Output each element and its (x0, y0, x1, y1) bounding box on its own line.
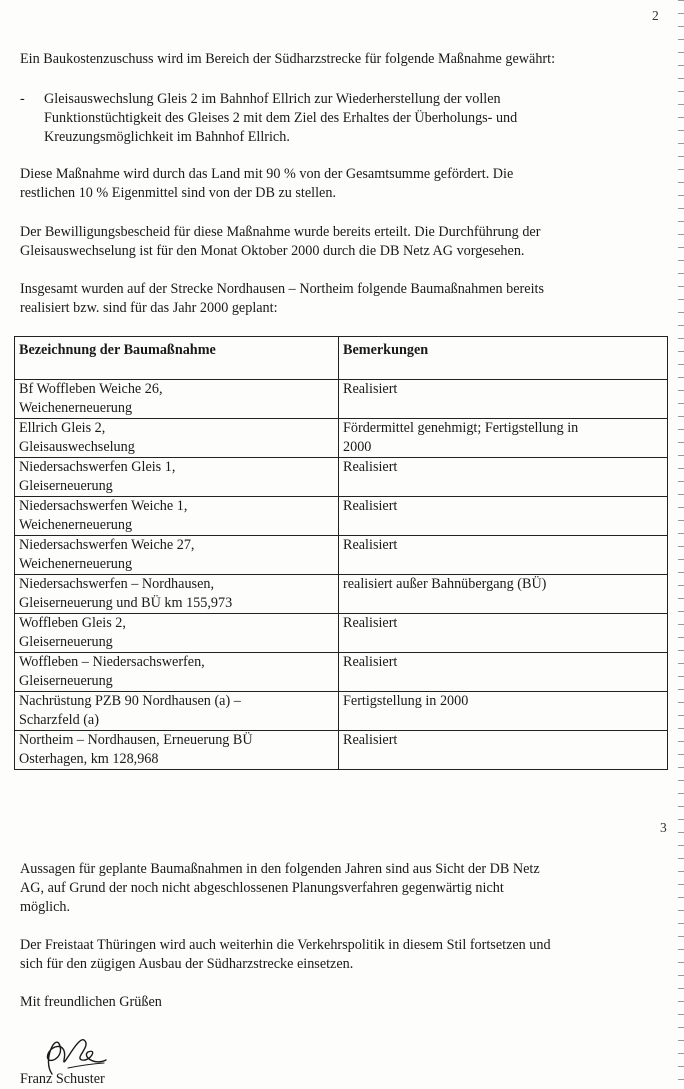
measure-cell (15, 692, 339, 731)
page-number-2: 2 (652, 8, 659, 23)
measure-cell (15, 614, 339, 653)
measure-line: Bf Woffleben Weiche 26, (19, 381, 163, 397)
paragraph-line: Aussagen für geplante Baumaßnahmen in den folgenden Jahren sind aus Sicht der DB Netz (20, 861, 540, 877)
table-header-row (15, 337, 668, 380)
remarks-line: 2000 (343, 439, 372, 455)
paragraph-line: sich für den zügigen Ausbau der Südharzstrecke einsetzen. (20, 956, 354, 972)
measure-line: Ellrich Gleis 2, (19, 420, 106, 436)
overall-paragraph (20, 280, 656, 318)
signer-name: Franz Schuster (20, 1071, 105, 1087)
measure-line: Niedersachswerfen Gleis 1, (19, 459, 176, 475)
bullet-line: Kreuzungsmöglichkeit im Bahnhof Ellrich. (44, 129, 290, 145)
remarks-cell (339, 536, 668, 575)
table-row (15, 731, 668, 770)
table-row (15, 458, 668, 497)
remarks-line: realisiert außer Bahnübergang (BÜ) (343, 576, 547, 592)
measure-line: Osterhagen, km 128,968 (19, 751, 159, 767)
measure-line: Woffleben Gleis 2, (19, 615, 126, 631)
page-number-3: 3 (660, 820, 667, 835)
measure-cell (15, 419, 339, 458)
measure-line: Gleiserneuerung und BÜ km 155,973 (19, 595, 233, 611)
paragraph-line: Der Freistaat Thüringen wird auch weiterhin die Verkehrspolitik in diesem Stil fortsetzen und (20, 937, 551, 953)
measure-line: Gleiserneuerung (19, 673, 113, 689)
remarks-line: Realisiert (343, 654, 398, 670)
measure-line: Niedersachswerfen Weiche 27, (19, 537, 195, 553)
measure-cell (15, 731, 339, 770)
remarks-cell (339, 380, 668, 419)
remarks-line: Realisiert (343, 381, 398, 397)
thuringia-paragraph (20, 936, 656, 974)
table-row (15, 419, 668, 458)
table-row (15, 653, 668, 692)
future-paragraph (20, 860, 656, 917)
measure-line: Woffleben – Niedersachswerfen, (19, 654, 205, 670)
measure-line: Weichenerneuerung (19, 556, 133, 572)
remarks-cell (339, 419, 668, 458)
remarks-line: Fertigstellung in 2000 (343, 693, 469, 709)
measure-line: Northeim – Nordhausen, Erneuerung BÜ (19, 732, 253, 748)
measures-table (14, 336, 668, 770)
measure-line: Niedersachswerfen – Nordhausen, (19, 576, 215, 592)
measure-cell (15, 575, 339, 614)
table-row (15, 497, 668, 536)
scan-edge-marks (678, 0, 684, 1087)
measure-line: Weichenerneuerung (19, 400, 133, 416)
table-row (15, 575, 668, 614)
remarks-line: Realisiert (343, 732, 398, 748)
remarks-line: Realisiert (343, 615, 398, 631)
table-row (15, 692, 668, 731)
paragraph-line: Diese Maßnahme wird durch das Land mit 90 % von der Gesamtsumme gefördert. Die (20, 166, 514, 182)
remarks-line: Realisiert (343, 498, 398, 514)
table-row (15, 536, 668, 575)
remarks-cell (339, 692, 668, 731)
paragraph-line: AG, auf Grund der noch nicht abgeschlossenen Planungsverfahren gegenwärtig nicht (20, 880, 504, 896)
closing-salutation: Mit freundlichen Grüßen (20, 994, 162, 1010)
measure-cell (15, 653, 339, 692)
measure-line: Nachrüstung PZB 90 Nordhausen (a) – (19, 693, 241, 709)
remarks-cell (339, 731, 668, 770)
paragraph-line: Der Bewilligungsbescheid für diese Maßnahme wurde bereits erteilt. Die Durchführung der (20, 224, 541, 240)
column-header-remarks: Bemerkungen (339, 337, 668, 380)
intro-text: Ein Baukostenzuschuss wird im Bereich der Südharzstrecke für folgende Maßnahme gewährt: (20, 51, 556, 67)
measure-line: Scharzfeld (a) (19, 712, 99, 728)
remarks-cell (339, 653, 668, 692)
remarks-line: Realisiert (343, 537, 398, 553)
paragraph-line: restlichen 10 % Eigenmittel sind von der DB zu stellen. (20, 185, 336, 201)
bullet-item (44, 90, 656, 147)
table-row (15, 614, 668, 653)
paragraph-line: Gleisauswechselung ist für den Monat Oktober 2000 durch die DB Netz AG vorgesehen. (20, 243, 525, 259)
measure-cell (15, 536, 339, 575)
measure-cell (15, 458, 339, 497)
table-row (15, 380, 668, 419)
measure-line: Gleisauswechselung (19, 439, 135, 455)
measure-line: Niedersachswerfen Weiche 1, (19, 498, 188, 514)
measure-cell (15, 380, 339, 419)
bullet-line: Funktionstüchtigkeit des Gleises 2 mit dem Ziel des Erhaltes der Überholungs- und (44, 110, 518, 126)
remarks-line: Realisiert (343, 459, 398, 475)
paragraph-line: Insgesamt wurden auf der Strecke Nordhausen – Northeim folgende Baumaßnahmen bereits (20, 281, 544, 297)
measure-line: Weichenerneuerung (19, 517, 133, 533)
remarks-cell (339, 575, 668, 614)
remarks-line: Fördermittel genehmigt; Fertigstellung in (343, 420, 579, 436)
paragraph-line: möglich. (20, 899, 71, 915)
measure-line: Gleiserneuerung (19, 634, 113, 650)
column-header-measure: Bezeichnung der Baumaßnahme (15, 337, 339, 380)
paragraph-line: realisiert bzw. sind für das Jahr 2000 geplant: (20, 300, 278, 316)
bullet-line: Gleisauswechslung Gleis 2 im Bahnhof Ellrich zur Wiederherstellung der vollen (44, 91, 501, 107)
remarks-cell (339, 614, 668, 653)
bullet-dash: - (20, 91, 25, 107)
funding-paragraph (20, 165, 656, 203)
remarks-cell (339, 458, 668, 497)
measure-cell (15, 497, 339, 536)
measure-line: Gleiserneuerung (19, 478, 113, 494)
approval-paragraph (20, 223, 656, 261)
remarks-cell (339, 497, 668, 536)
